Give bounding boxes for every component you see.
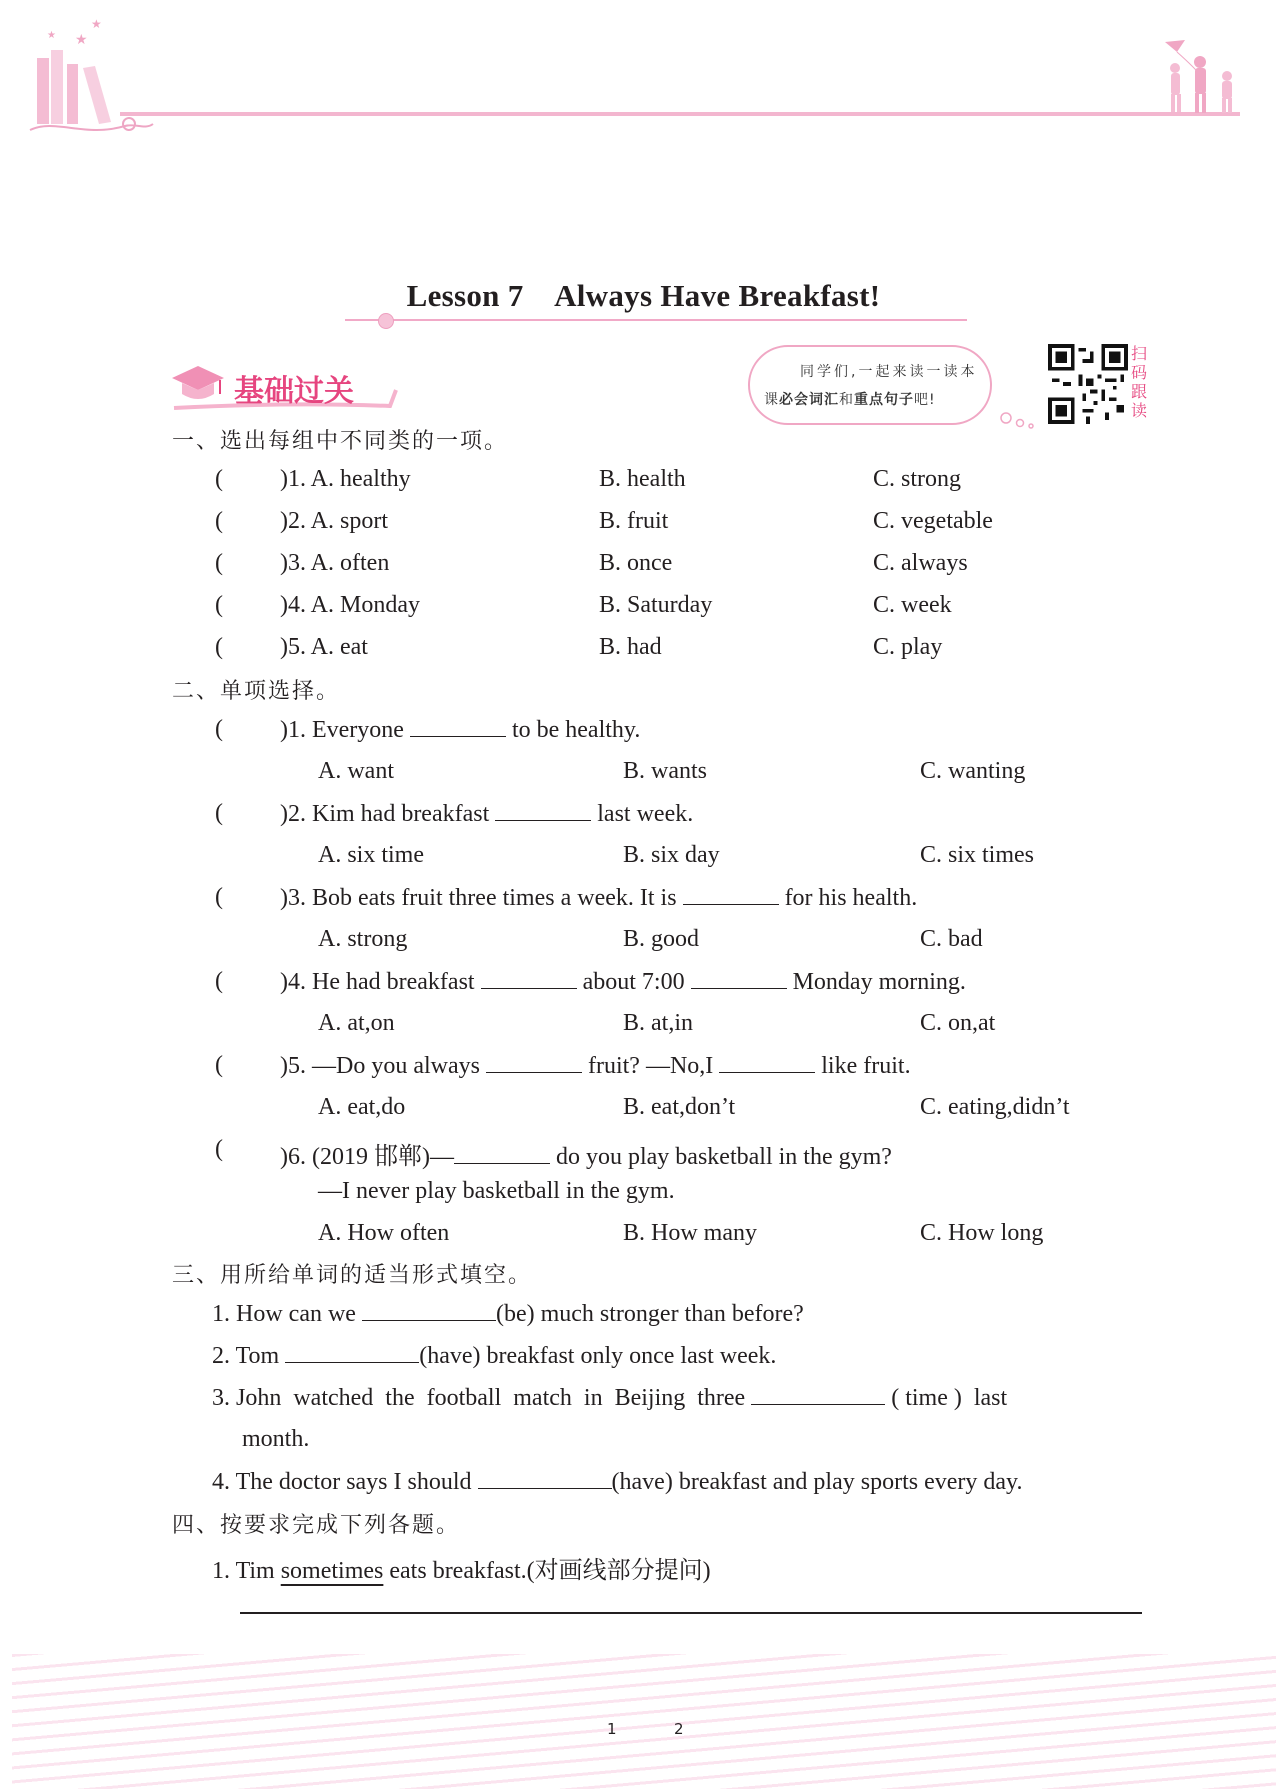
s2-q3-opt-b: B. good	[623, 926, 700, 952]
scan-to-read-label: 扫 码 跟 读	[1131, 344, 1148, 420]
s1-item-4-b: B. Saturday	[599, 592, 713, 618]
svg-text:★: ★	[47, 30, 56, 41]
s1-item-4-a: )4. A. Monday	[280, 592, 420, 618]
s2-q2: )2. Kim had breakfast last week.	[280, 801, 694, 827]
s2-q6: )6. (2019 邯郸)— do you play basketball in the gym?	[280, 1144, 892, 1170]
s2-q3: )3. Bob eats fruit three times a week. It is for his health.	[280, 885, 918, 911]
fill-blank[interactable]	[478, 1468, 612, 1489]
svg-text:★: ★	[91, 18, 102, 31]
s1-item-2-a: )2. A. sport	[280, 508, 388, 534]
header-line	[120, 112, 1240, 116]
s1-item-5-c: C. play	[873, 634, 943, 660]
fill-blank[interactable]	[495, 800, 591, 821]
page-number-left: 1	[607, 1720, 617, 1738]
s2-q4-opt-c: C. on,at	[920, 1010, 996, 1036]
answer-paren[interactable]: (	[215, 550, 223, 576]
lesson-title	[0, 278, 1287, 314]
s1-item-3-a: )3. A. often	[280, 550, 390, 576]
s2-q4: )4. He had breakfast about 7:00 Monday morning.	[280, 969, 966, 995]
qr-code-icon[interactable]	[1048, 344, 1128, 424]
bubble-line-2: 课必会词汇和重点句子吧!	[764, 392, 936, 408]
lesson-number: Lesson 7	[406, 278, 524, 313]
s2-q5-opt-a: A. eat,do	[318, 1094, 406, 1120]
fill-blank[interactable]	[719, 1052, 815, 1073]
title-underline	[345, 319, 967, 321]
s2-q6-opt-a: A. How often	[318, 1220, 450, 1246]
answer-paren[interactable]: (	[215, 1052, 223, 1078]
answer-paren[interactable]: (	[215, 800, 223, 826]
fill-blank[interactable]	[454, 1143, 550, 1164]
s3-q4: 4. The doctor says I should (have) breakfast and play sports every day.	[212, 1469, 1023, 1495]
svg-text:★: ★	[75, 33, 88, 48]
answer-paren[interactable]: (	[215, 884, 223, 910]
s2-q1-opt-c: C. wanting	[920, 758, 1026, 784]
footer-stripes	[12, 1654, 1276, 1789]
fill-blank[interactable]	[691, 968, 787, 989]
fill-blank[interactable]	[683, 884, 779, 905]
s2-q5: )5. —Do you always fruit? —No,I like fruit.	[280, 1053, 911, 1079]
answer-paren[interactable]: (	[215, 592, 223, 618]
s2-q2-opt-a: A. six time	[318, 842, 424, 868]
section-4-heading: 四、按要求完成下列各题。	[172, 1513, 461, 1538]
fill-blank[interactable]	[285, 1342, 419, 1363]
s2-q6-opt-c: C. How long	[920, 1220, 1044, 1246]
s1-item-3-b: B. once	[599, 550, 673, 576]
fill-blank[interactable]	[486, 1052, 582, 1073]
s1-item-1-c: C. strong	[873, 466, 962, 492]
fill-blank[interactable]	[362, 1300, 496, 1321]
s3-q1: 1. How can we (be) much stronger than before?	[212, 1301, 804, 1327]
s2-q5-opt-b: B. eat,don’t	[623, 1094, 736, 1120]
s1-item-5-b: B. had	[599, 634, 662, 660]
s3-q3-line2: month.	[242, 1426, 310, 1452]
bubble-line-1: 同学们,一起来读一读本	[800, 364, 978, 380]
s2-q2-opt-b: B. six day	[623, 842, 720, 868]
answer-paren[interactable]: (	[215, 716, 223, 742]
s2-q2-opt-c: C. six times	[920, 842, 1035, 868]
s2-q6-opt-b: B. How many	[623, 1220, 757, 1246]
lesson-name: Always Have Breakfast!	[554, 278, 881, 313]
s2-q1-opt-a: A. want	[318, 758, 394, 784]
s2-q5-opt-c: C. eating,didn’t	[920, 1094, 1070, 1120]
reading-tip-bubble	[748, 345, 992, 425]
s3-q3: 3. John watched the football match in Beijing three ( time ) last	[212, 1385, 1008, 1411]
header-children-kite-decoration	[1155, 38, 1250, 118]
answer-paren[interactable]: (	[215, 1136, 223, 1162]
s2-q4-opt-b: B. at,in	[623, 1010, 693, 1036]
fill-blank[interactable]	[481, 968, 577, 989]
s2-q1-opt-b: B. wants	[623, 758, 707, 784]
section-1-heading: 一、选出每组中不同类的一项。	[172, 429, 509, 454]
page-number-right: 2	[674, 1720, 684, 1738]
answer-paren[interactable]: (	[215, 968, 223, 994]
s1-item-5-a: )5. A. eat	[280, 634, 368, 660]
s2-q1: )1. Everyone to be healthy.	[280, 717, 641, 743]
s1-item-1-b: B. health	[599, 466, 686, 492]
s1-item-4-c: C. week	[873, 592, 952, 618]
s4-q1: 1. Tim sometimes eats breakfast.(对画线部分提问)	[212, 1558, 711, 1584]
s2-q4-opt-a: A. at,on	[318, 1010, 395, 1036]
fill-blank[interactable]	[751, 1384, 885, 1405]
fill-blank[interactable]	[410, 716, 506, 737]
s3-q2: 2. Tom (have) breakfast only once last week.	[212, 1343, 777, 1369]
answer-write-line[interactable]	[240, 1612, 1142, 1614]
answer-paren[interactable]: (	[215, 466, 223, 492]
s1-item-2-b: B. fruit	[599, 508, 669, 534]
s1-item-1-a: )1. A. healthy	[280, 466, 411, 492]
underlined-word: sometimes	[280, 1558, 384, 1584]
bubble-tail-dots	[998, 410, 1038, 430]
s2-q3-opt-c: C. bad	[920, 926, 983, 952]
s1-item-3-c: C. always	[873, 550, 968, 576]
section-2-heading: 二、单项选择。	[172, 679, 341, 704]
answer-paren[interactable]: (	[215, 508, 223, 534]
s2-q6-line2: —I never play basketball in the gym.	[318, 1178, 675, 1204]
s2-q3-opt-a: A. strong	[318, 926, 408, 952]
section-badge-text: 基础过关	[234, 374, 354, 409]
title-dot	[378, 313, 394, 329]
section-3-heading: 三、用所给单词的适当形式填空。	[172, 1263, 533, 1288]
answer-paren[interactable]: (	[215, 634, 223, 660]
s1-item-2-c: C. vegetable	[873, 508, 993, 534]
